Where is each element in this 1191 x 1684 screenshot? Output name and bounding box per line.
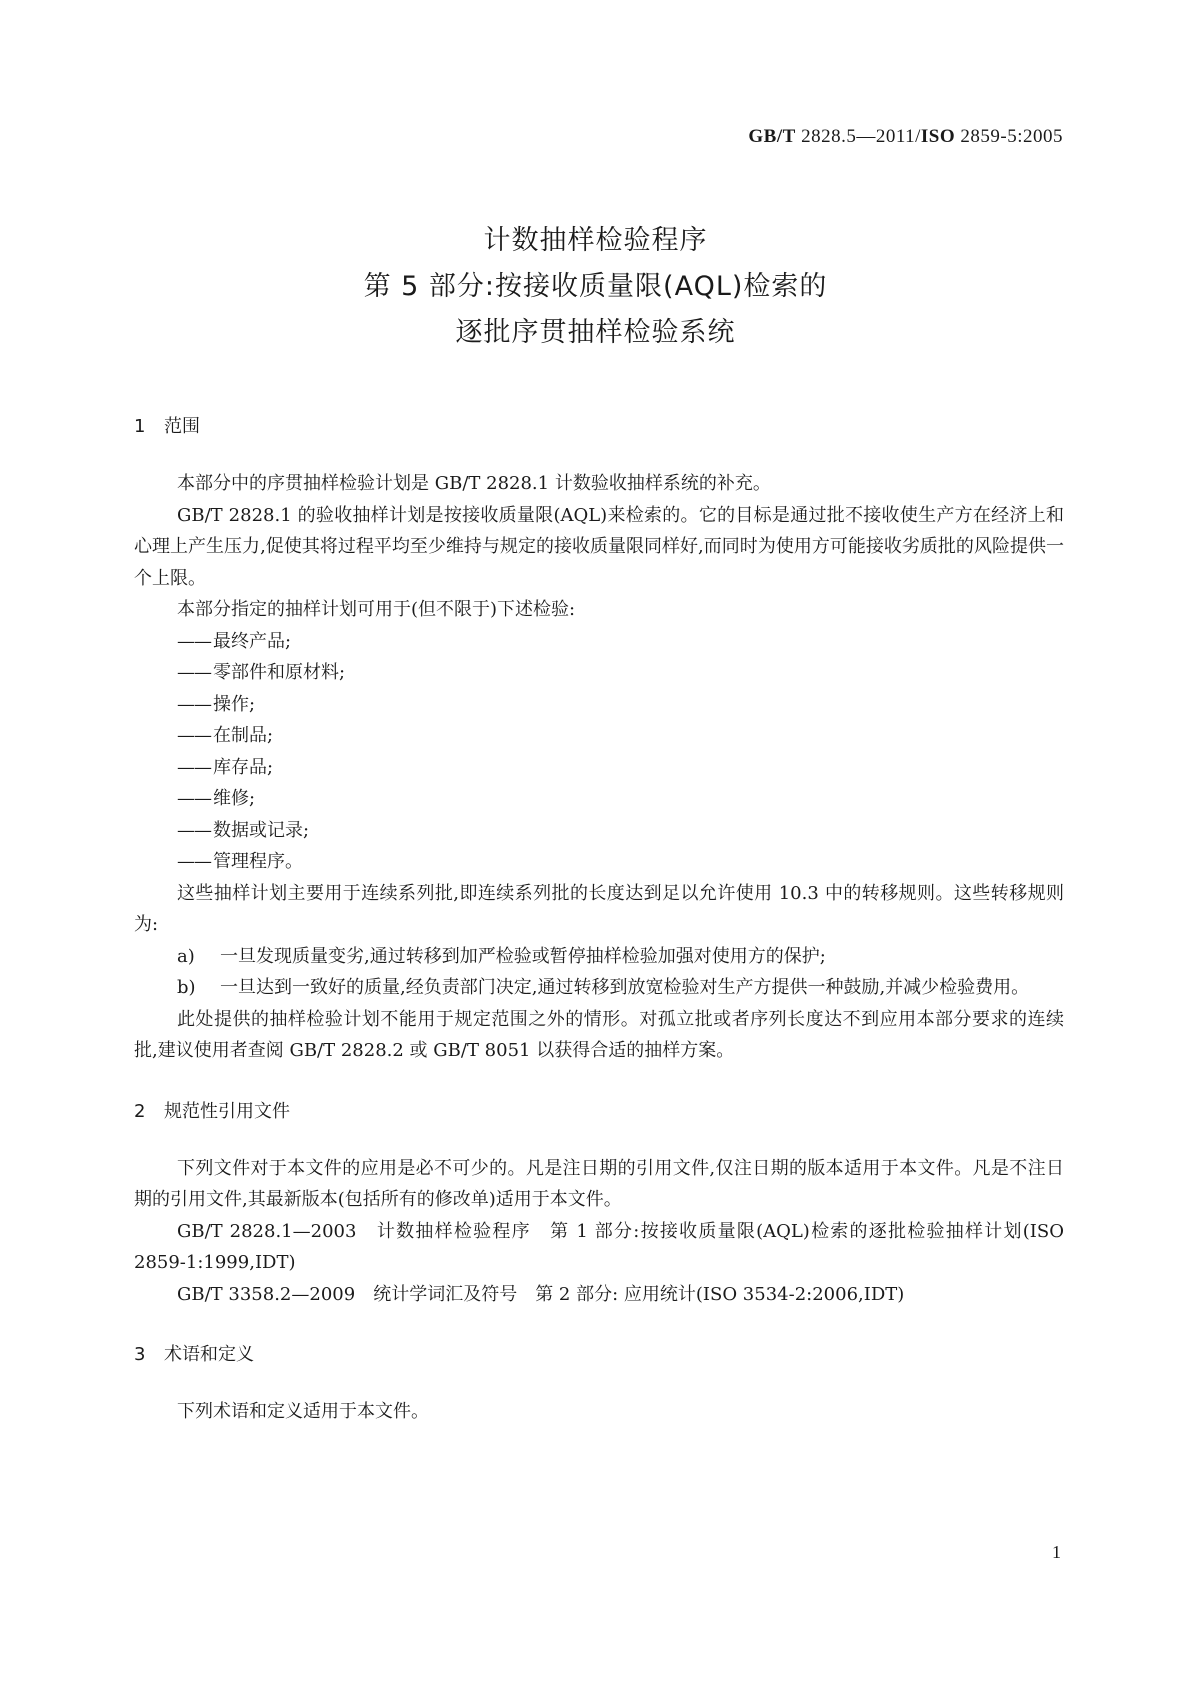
section-1-title: 范围 bbox=[164, 416, 200, 437]
header-iso-code: ISO bbox=[920, 126, 956, 147]
dash-list-item: —— 操作; bbox=[134, 689, 1064, 721]
list-item-b bbox=[134, 972, 1064, 1004]
page-number: 1 bbox=[1052, 1542, 1061, 1562]
list-item-label: b) bbox=[177, 977, 196, 998]
title-line-2: 第 5 部分:按接收质量限(AQL)检索的 bbox=[363, 271, 828, 302]
section-2-number: 2 bbox=[134, 1100, 146, 1122]
section-3-number: 3 bbox=[134, 1344, 146, 1365]
document-title bbox=[0, 218, 1191, 356]
dash-list-item: —— 零部件和原材料; bbox=[134, 657, 1064, 689]
dash-list-item: —— 库存品; bbox=[134, 752, 1064, 784]
section-2-title: 规范性引用文件 bbox=[164, 1100, 290, 1122]
section-1-number: 1 bbox=[134, 416, 146, 437]
section-1-paragraph-3: 本部分指定的抽样计划可用于(但不限于)下述检验: bbox=[177, 599, 576, 620]
section-1-heading bbox=[134, 412, 1064, 442]
dash-list-item: —— 最终产品; bbox=[134, 626, 1064, 658]
header-iso-number: 2859-5:2005 bbox=[960, 126, 1063, 147]
section-1-paragraph-1: 本部分中的序贯抽样检验计划是 GB/T 2828.1 计数验收抽样系统的补充。 bbox=[177, 473, 771, 494]
section-1-paragraph-5: 此处提供的抽样检验计划不能用于规定范围之外的情形。对孤立批或者序列长度达不到应用本部分要求的连续批,建议使用者查阅 GB/T 2828.2 或 GB/T 8051 以获得合适的抽样方案。 bbox=[134, 1008, 1064, 1061]
section-3-title: 术语和定义 bbox=[164, 1344, 254, 1365]
list-item-text: 一旦达到一致好的质量,经负责部门决定,通过转移到放宽检验对生产方提供一种鼓励,并减少检验费用。 bbox=[220, 977, 1030, 998]
list-item-a bbox=[134, 941, 1064, 973]
dash-list-item: —— 在制品; bbox=[134, 720, 1064, 752]
dash-list-item: —— 数据或记录; bbox=[134, 815, 1064, 847]
dash-list-item: —— 管理程序。 bbox=[134, 846, 1064, 878]
section-2-heading bbox=[134, 1097, 1064, 1127]
list-item-text: 一旦发现质量变劣,通过转移到加严检验或暂停抽样检验加强对使用方的保护; bbox=[220, 945, 826, 967]
dash-list-item: —— 维修; bbox=[134, 783, 1064, 815]
normative-reference-2: GB/T 3358.2—2009 统计学词汇及符号 第 2 部分: 应用统计(ISO 3534-2:2006,IDT) bbox=[177, 1283, 905, 1305]
section-1-paragraph-4: 这些抽样计划主要用于连续系列批,即连续系列批的长度达到足以允许使用 10.3 中的转移规则。这些转移规则为: bbox=[134, 882, 1064, 935]
list-item-label: a) bbox=[177, 945, 195, 967]
standard-number-header bbox=[748, 126, 1063, 148]
title-line-1: 计数抽样检验程序 bbox=[483, 225, 708, 256]
section-2-paragraph-1: 下列文件对于本文件的应用是必不可少的。凡是注日期的引用文件,仅注日期的版本适用于本文件。凡是不注日期的引用文件,其最新版本(包括所有的修改单)适用于本文件。 bbox=[134, 1157, 1064, 1210]
section-3-heading bbox=[134, 1340, 1064, 1370]
header-gbt-code: GB/T bbox=[748, 126, 796, 147]
header-gbt-number: 2828.5—2011/ bbox=[801, 126, 921, 147]
normative-reference-1: GB/T 2828.1—2003 计数抽样检验程序 第 1 部分:按接收质量限(AQL)检索的逐批检验抽样计划(ISO 2859-1:1999,IDT) bbox=[134, 1220, 1064, 1273]
document-body bbox=[134, 412, 1064, 1428]
title-line-3: 逐批序贯抽样检验系统 bbox=[455, 317, 736, 348]
section-1-paragraph-2: GB/T 2828.1 的验收抽样计划是按接收质量限(AQL)来检索的。它的目标是通过批不接收使生产方在经济上和心理上产生压力,促使其将过程平均至少维持与规定的接收质量限同样好,而同时为使用方可能接收劣质批的风险提供一个上限。 bbox=[134, 504, 1064, 589]
section-3-paragraph-1: 下列术语和定义适用于本文件。 bbox=[177, 1401, 429, 1422]
